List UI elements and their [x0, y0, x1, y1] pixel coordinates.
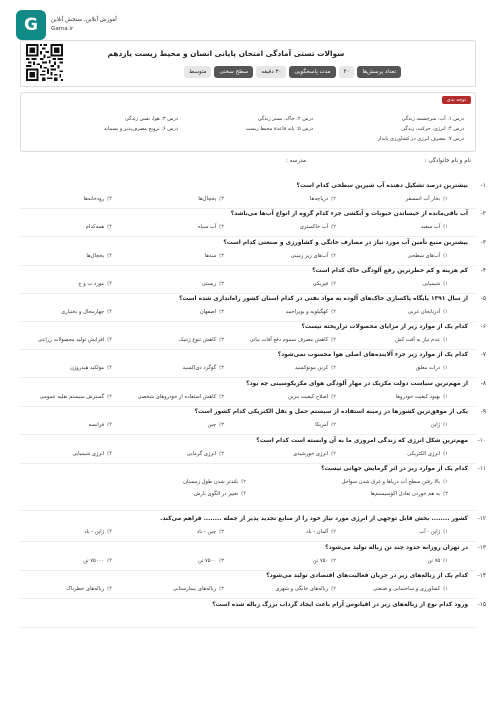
answer-option[interactable]: [395, 337, 448, 343]
question-text: آب باقی‌مانده از خیساندن حبوبات و آبکشی جزء کدام گروه از انواع آب‌ها می‌باشد؟: [230, 211, 468, 217]
answer-option[interactable]: [408, 253, 448, 259]
question-number: ۵-: [480, 296, 486, 302]
answer-option[interactable]: [421, 224, 448, 230]
question-divider: [20, 349, 476, 350]
option-label: بهبود کیفیت خودروها: [395, 394, 441, 400]
option-label: زباله‌های خطرناک: [66, 586, 105, 592]
option-number: ۳): [219, 196, 224, 202]
question-number: ۸-: [480, 381, 486, 387]
answer-option[interactable]: [197, 529, 224, 535]
answer-option[interactable]: [78, 281, 112, 287]
option-number: ۴): [107, 196, 112, 202]
question-number: ۹-: [480, 409, 486, 415]
question-divider: [20, 510, 476, 511]
answer-option[interactable]: [293, 451, 336, 457]
answer-option[interactable]: [286, 309, 336, 315]
question-text: کم هزینه و کم خطرترین رفع آلودگی خاک کدام است؟: [312, 268, 468, 274]
option-label: ۷۵۰۰۰ تن: [83, 558, 105, 564]
option-label: ۷۵۰ تن: [312, 558, 329, 564]
question-number: ۴-: [480, 268, 486, 274]
option-number: ۲): [331, 337, 336, 343]
option-number: ۴): [107, 281, 112, 287]
question-item: [20, 545, 486, 569]
answer-option[interactable]: [396, 394, 448, 400]
brand-tagline: آموزش آنلاین، سنجش آنلاین: [51, 17, 117, 23]
option-number: ۲): [331, 422, 336, 428]
option-label: شیمیایی: [422, 281, 441, 287]
option-label: زباله‌های بیمارستانی: [172, 586, 217, 592]
question-item: [20, 602, 486, 626]
answer-option[interactable]: [315, 422, 336, 428]
question-text: کدام یک از زباله‌های زیر در جریان فعالیت‌های اقتصادی تولید می‌شود؟: [266, 573, 468, 579]
question-number: ۱۲-: [477, 516, 486, 522]
option-number: ۲): [331, 196, 336, 202]
option-number: ۳): [219, 281, 224, 287]
option-number: ۲): [331, 253, 336, 259]
question-divider: [20, 377, 476, 378]
option-label: انرژی گرمایی: [186, 451, 217, 457]
answer-option[interactable]: [83, 558, 112, 564]
option-number: ۱): [443, 422, 448, 428]
question-item: [20, 352, 486, 376]
brand[interactable]: [16, 10, 117, 40]
option-number: ۱): [443, 451, 448, 457]
option-number: ۲): [331, 365, 336, 371]
topic-item: درس ۶: ترویج مصرف‌پذیر و پسماند: [103, 126, 178, 132]
option-label: انرژی خورشیدی: [293, 451, 329, 457]
answer-option[interactable]: [200, 309, 224, 315]
option-label: همه‌کدام: [85, 224, 105, 230]
question-divider: [20, 265, 476, 266]
question-text: بیشترین درصد تشکیل دهنده آب شیرین سطحی کدام است؟: [296, 183, 468, 189]
answer-option[interactable]: [86, 224, 112, 230]
question-divider: [20, 598, 476, 599]
option-number: ۴): [107, 451, 112, 457]
exam-header: [20, 40, 476, 87]
duration-label: مدت پاسخگویی: [289, 66, 335, 78]
question-divider: [20, 434, 476, 435]
option-label: بلندتر شدن طول زمستان: [183, 479, 239, 485]
question-item: [20, 466, 486, 497]
answer-option[interactable]: [84, 529, 112, 535]
question-number: ۲-: [480, 211, 486, 217]
option-number: ۳): [219, 394, 224, 400]
exam-title: سوالات تستی آمادگی امتحان پایانی انسان و محیط زیست یازدهم: [107, 49, 345, 58]
option-label: ژاپن: [430, 422, 441, 428]
option-number: ۳): [219, 337, 224, 343]
answer-option[interactable]: [406, 196, 448, 202]
option-label: ژاپن - باد: [84, 529, 105, 535]
topic-item: درس ۱: آب، سرچشمه زندگی: [401, 116, 464, 122]
option-label: انرژی الکتریکی: [407, 451, 441, 457]
question-number: ۱۴-: [477, 573, 486, 579]
answer-option[interactable]: [422, 281, 448, 287]
option-label: مولکید هیدروژن: [69, 365, 105, 371]
option-label: گسترش سیستم نقلیه عمومی: [39, 394, 105, 400]
question-divider: [20, 570, 476, 571]
answer-option[interactable]: [313, 558, 336, 564]
answer-option[interactable]: [419, 529, 448, 535]
answer-option[interactable]: [89, 422, 112, 428]
question-text: کدام یک از موارد زیر در اثر گرمایش جهانی نیست؟: [321, 466, 468, 472]
question-text: از سال ۱۳۹۱ پایگاه پاکسازی خاک‌های آلوده به مواد نفتی در کدام استان کشور راه‌اندازی شده است؟: [179, 296, 468, 302]
option-label: انرژی شیمیایی: [72, 451, 105, 457]
option-label: ۷۵۰۰ تن: [197, 558, 217, 564]
question-divider: [20, 627, 476, 628]
exam-meta: [184, 66, 401, 78]
option-label: آب خاکستری: [299, 224, 329, 230]
option-label: کربن مونوکسید: [294, 365, 329, 371]
answer-option[interactable]: [198, 224, 224, 230]
answer-option[interactable]: [173, 586, 224, 592]
school-label: مدرسه :: [286, 158, 306, 164]
option-number: ۲): [331, 586, 336, 592]
option-label: رودخانه‌ها: [83, 196, 105, 202]
question-item: [20, 240, 486, 264]
note-box: [20, 92, 476, 152]
gama-logo-icon: G: [16, 10, 46, 40]
answer-option[interactable]: [84, 196, 112, 202]
option-number: ۲): [331, 394, 336, 400]
option-number: ۲): [331, 558, 336, 564]
question-item: [20, 268, 486, 292]
answer-option[interactable]: [310, 196, 336, 202]
option-label: فرانسه: [88, 422, 105, 428]
option-number: ۳): [219, 558, 224, 564]
brand-text: [51, 16, 117, 34]
option-label: آب‌های زیر زمینی: [290, 253, 329, 259]
answer-option[interactable]: [38, 337, 112, 343]
option-number: ۱): [443, 558, 448, 564]
answer-option[interactable]: [179, 337, 224, 343]
option-label: چین: [207, 422, 217, 428]
topic-item: درس ۵: پایه قاعدهٔ محیط زیست: [245, 126, 313, 132]
answer-option[interactable]: [295, 365, 336, 371]
option-number: ۴): [241, 491, 246, 497]
option-label: آذربایجان غربی: [407, 309, 441, 315]
topic-item: درس ۳: هوا، نفس زندگی: [125, 116, 178, 122]
option-label: کاهش مصرف سموم دفع آفات نباتی: [249, 337, 329, 343]
answer-option[interactable]: [341, 479, 448, 485]
question-divider: [20, 463, 476, 464]
question-number: ۱۱-: [477, 466, 486, 472]
option-number: ۴): [107, 365, 112, 371]
answer-option[interactable]: [138, 394, 224, 400]
option-number: ۴): [107, 224, 112, 230]
question-divider: [20, 406, 476, 407]
answer-option[interactable]: [416, 365, 448, 371]
duration-value: ۳۰ دقیقه: [256, 66, 286, 78]
option-number: ۲): [331, 529, 336, 535]
question-item: [20, 324, 486, 348]
difficulty-label: سطح سختی: [214, 66, 253, 78]
answer-option[interactable]: [70, 365, 112, 371]
qr-code-icon[interactable]: [26, 44, 63, 81]
option-number: ۳): [443, 491, 448, 497]
option-number: ۳): [219, 529, 224, 535]
option-number: ۱): [443, 281, 448, 287]
option-number: ۳): [219, 365, 224, 371]
option-label: یخچال‌ها: [86, 253, 105, 259]
option-number: ۱): [443, 479, 448, 485]
option-number: ۴): [107, 253, 112, 259]
option-label: کاهش استفاده از خودروهای شخصی: [137, 394, 217, 400]
answer-option[interactable]: [428, 558, 448, 564]
question-text: یکی از موفق‌ترین کشورها در زمینه استفاده از سیستم حمل و نقل الکتریکی کدام کشور است؟: [194, 409, 468, 415]
option-label: ۷۵ تن: [427, 558, 441, 564]
question-text: بیشترین منبع تأمین آب مورد نیاز در مصارف خانگی و کشاورزی و صنعتی کدام است؟: [223, 240, 468, 246]
answer-option[interactable]: [40, 394, 112, 400]
question-divider: [20, 236, 476, 237]
option-label: زباله‌های خانگی و شهری: [275, 586, 329, 592]
option-number: ۱): [443, 253, 448, 259]
answer-option[interactable]: [183, 365, 224, 371]
question-divider: [20, 541, 476, 542]
answer-option[interactable]: [202, 281, 224, 287]
option-label: افزایش تولید محصولات زراعی: [37, 337, 105, 343]
question-item: [20, 409, 486, 433]
option-label: آمریکا: [315, 422, 329, 428]
option-label: کشاورزی و ساختمانی و صنعتی: [372, 586, 441, 592]
topic-item: درس ۷: مصرف انرژی در کشاورزی پایدار: [377, 136, 464, 142]
answer-option[interactable]: [313, 281, 336, 287]
option-number: ۱): [443, 224, 448, 230]
answer-option[interactable]: [300, 224, 336, 230]
answer-option[interactable]: [61, 309, 112, 315]
question-divider: [20, 208, 476, 209]
answer-option[interactable]: [86, 253, 112, 259]
option-label: ذرات معلق: [416, 365, 441, 371]
option-number: ۳): [219, 253, 224, 259]
topic-item: درس ۴: انرژی، حرکت، زندگی: [401, 126, 464, 132]
answer-option[interactable]: [373, 586, 448, 592]
option-label: آب‌های سطحی: [407, 253, 441, 259]
option-label: فیزیکی: [312, 281, 329, 287]
option-label: آب سیاه: [197, 224, 217, 230]
option-number: ۴): [107, 422, 112, 428]
question-number: ۱۳-: [477, 545, 486, 551]
question-text: کدام یک از موارد زیر از مزایای محصولات تراریخته نیست؟: [301, 324, 468, 330]
option-number: ۱): [443, 586, 448, 592]
answer-option[interactable]: [431, 422, 448, 428]
option-number: ۴): [107, 558, 112, 564]
option-label: چین - باد: [196, 529, 217, 535]
question-text: از مهم‌ترین سیاست دولت مکزیک در مهار آلودگی هوای مکزیکوسیتی چه بود؟: [246, 381, 468, 387]
question-item: [20, 381, 486, 405]
answer-option[interactable]: [198, 196, 224, 202]
option-label: آب سفید: [420, 224, 441, 230]
answer-option[interactable]: [275, 586, 336, 592]
question-count-label: تعداد پرسش‌ها: [357, 66, 401, 78]
question-number: ۳-: [480, 240, 486, 246]
option-label: اصلاح کیفیت بنزین: [288, 394, 329, 400]
question-text: در تهران روزانه حدود چند تن زباله تولید می‌شود؟: [325, 545, 468, 551]
option-number: ۲): [331, 309, 336, 315]
option-number: ۱): [443, 365, 448, 371]
option-number: ۲): [331, 224, 336, 230]
option-label: کهگیلویه و بویراحمد: [285, 309, 329, 315]
option-number: ۳): [219, 224, 224, 230]
answer-option[interactable]: [194, 491, 246, 497]
answer-option[interactable]: [306, 529, 336, 535]
option-number: ۲): [241, 479, 246, 485]
option-number: ۱): [443, 309, 448, 315]
answer-option[interactable]: [205, 253, 224, 259]
question-text: ورود کدام نوع از زباله‌های زیر در اقیانوس آرام باعث ایجاد گرداب بزرگ زباله شده است؟: [212, 602, 468, 608]
answer-option[interactable]: [291, 253, 336, 259]
option-label: یخچال‌ها: [198, 196, 217, 202]
question-item: [20, 438, 486, 462]
option-label: بالا رفتن سطح آب دریاها و غرق شدن سواحل: [341, 479, 441, 485]
answer-option[interactable]: [249, 337, 336, 343]
option-label: کاهش تنوع ژنتیک: [178, 337, 217, 343]
option-number: ۳): [219, 309, 224, 315]
option-number: ۲): [331, 451, 336, 457]
question-item: [20, 296, 486, 320]
option-number: ۴): [107, 586, 112, 592]
option-number: ۱): [443, 337, 448, 343]
answer-option[interactable]: [207, 422, 224, 428]
answer-option[interactable]: [288, 394, 336, 400]
option-number: ۱): [443, 529, 448, 535]
answer-option[interactable]: [407, 451, 448, 457]
option-number: ۴): [107, 529, 112, 535]
option-label: چهارمحال و بختیاری: [61, 309, 105, 315]
option-label: تغییر در الگوی بارش: [193, 491, 239, 497]
topic-item: درس ۲: خاک، بستر زندگی: [257, 116, 313, 122]
option-label: بخار آب اتمسفر: [405, 196, 441, 202]
option-number: ۲): [331, 281, 336, 287]
question-divider: [20, 293, 476, 294]
student-name-label: نام و نام خانوادگی :: [424, 158, 471, 164]
answer-option[interactable]: [183, 479, 246, 485]
question-item: [20, 211, 486, 235]
option-number: ۱): [443, 196, 448, 202]
question-number: ۱۵-: [477, 602, 486, 608]
question-text: مهم‌ترین شکل انرژی که زندگی امروزی ما به آن وابسته است کدام است؟: [256, 438, 468, 444]
option-number: ۳): [219, 422, 224, 428]
option-label: عدم نیاز به آفت کش: [395, 337, 441, 343]
question-text: کشور ........ بخش قابل توجهی از انرژی مورد نیاز خود را از منابع تجدید پذیر از جمله ........ فراهم می‌کند.: [160, 516, 468, 522]
option-label: مورد ب و ج: [78, 281, 105, 287]
question-number: ۱۰-: [477, 438, 486, 444]
question-item: [20, 183, 486, 207]
note-badge: توجه بدی: [442, 96, 471, 104]
option-label: آلمان - باد: [306, 529, 329, 535]
option-label: ژاپن - آب: [419, 529, 441, 535]
option-label: اصفهان: [199, 309, 217, 315]
option-label: دریاچه‌ها: [310, 196, 329, 202]
difficulty-value: متوسط: [184, 66, 211, 78]
answer-option[interactable]: [187, 451, 224, 457]
option-number: ۱): [443, 394, 448, 400]
option-number: ۳): [219, 586, 224, 592]
option-number: ۴): [107, 394, 112, 400]
option-number: ۳): [219, 451, 224, 457]
question-divider: [20, 321, 476, 322]
question-count-value: ۴۰: [339, 66, 355, 78]
option-label: زیستی: [201, 281, 217, 287]
answer-option[interactable]: [198, 558, 224, 564]
option-number: ۴): [107, 337, 112, 343]
question-item: [20, 573, 486, 597]
answer-option[interactable]: [72, 451, 112, 457]
answer-option[interactable]: [66, 586, 112, 592]
option-number: ۴): [107, 309, 112, 315]
brand-domain: Gama.ir: [51, 26, 74, 32]
question-number: ۶-: [480, 324, 486, 330]
question-number: ۷-: [480, 352, 486, 358]
option-label: گوگرد دی‌اکسید: [182, 365, 217, 371]
answer-option[interactable]: [371, 491, 448, 497]
question-item: [20, 516, 486, 540]
option-label: سدها: [204, 253, 217, 259]
question-number: ۱-: [480, 183, 486, 189]
option-label: به هم خوردن تعادل اکوسیستم‌ها: [370, 491, 441, 497]
question-text: کدام یک از موارد زیر جزء آلاینده‌های اصلی هوا محسوب نمی‌شود؟: [277, 352, 468, 358]
answer-option[interactable]: [408, 309, 448, 315]
